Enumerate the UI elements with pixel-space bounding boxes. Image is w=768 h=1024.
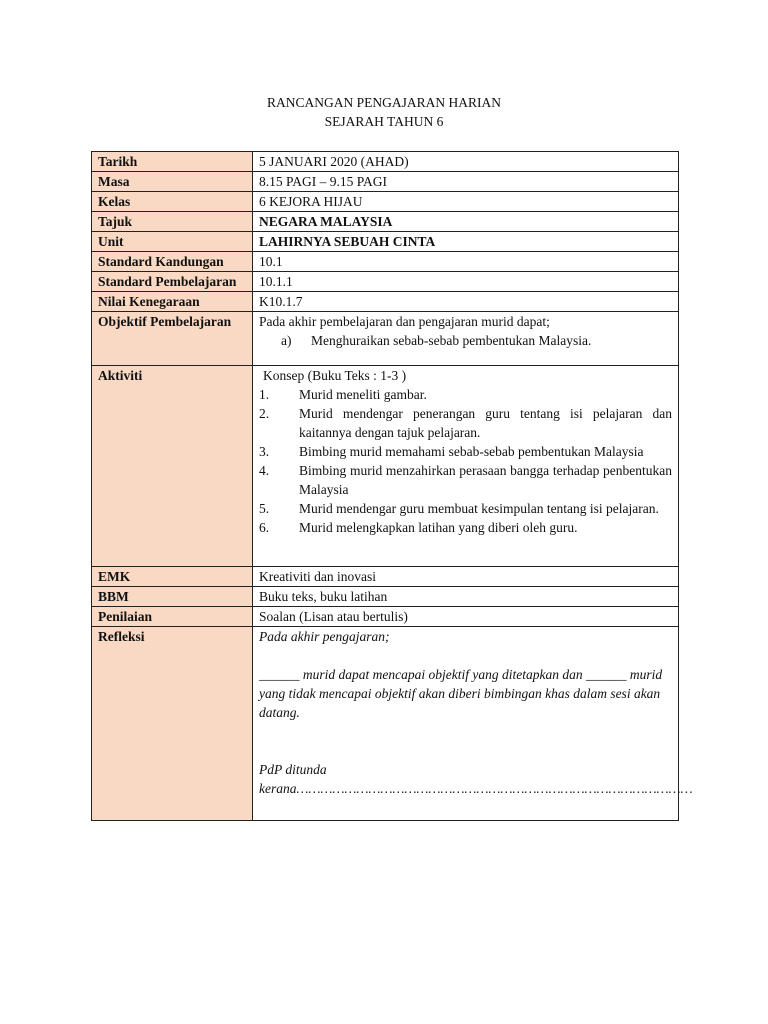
step-text: Murid mendengar guru membuat kesimpulan tentang isi pelajaran. (299, 501, 659, 516)
value-objektif (253, 312, 679, 366)
step-number: 2. (259, 406, 270, 421)
label-masa: Masa (92, 172, 253, 192)
row-standard-kandungan (92, 252, 679, 272)
step-text: Murid meneliti gambar. (299, 387, 427, 402)
aktiviti-step (259, 385, 672, 404)
row-kelas (92, 192, 679, 212)
aktiviti-step (259, 404, 672, 442)
row-emk (92, 567, 679, 587)
row-penilaian (92, 607, 679, 627)
value-tarikh: 5 JANUARI 2020 (AHAD) (253, 152, 679, 172)
label-unit: Unit (92, 232, 253, 252)
step-text: Murid mendengar penerangan guru tentang isi pelajaran dan kaitannya dengan tajuk pelajaran. (299, 406, 672, 440)
label-standard-kandungan: Standard Kandungan (92, 252, 253, 272)
refleksi-line-1: Pada akhir pengajaran; (259, 629, 390, 644)
value-penilaian: Soalan (Lisan atau bertulis) (253, 607, 679, 627)
label-kelas: Kelas (92, 192, 253, 212)
refleksi-line-2: ______ murid dapat mencapai objektif yang ditetapkan dan ______ murid yang tidak mencapai objektif akan diberi bimbingan khas dalam sesi akan datang. (259, 667, 663, 720)
label-bbm: BBM (92, 587, 253, 607)
label-tarikh: Tarikh (92, 152, 253, 172)
step-number: 6. (259, 520, 270, 535)
value-bbm: Buku teks, buku latihan (253, 587, 679, 607)
row-unit (92, 232, 679, 252)
objektif-item-marker: a) (281, 333, 292, 348)
label-standard-pembelajaran: Standard Pembelajaran (92, 272, 253, 292)
value-nilai-kenegaraan: K10.1.7 (253, 292, 679, 312)
step-number: 1. (259, 387, 270, 402)
step-number: 4. (259, 463, 270, 478)
document-subtitle: SEJARAH TAHUN 6 (324, 114, 444, 129)
aktiviti-step (259, 442, 672, 461)
label-objektif: Objektif Pembelajaran (92, 312, 253, 366)
value-standard-kandungan: 10.1 (253, 252, 679, 272)
value-standard-pembelajaran: 10.1.1 (253, 272, 679, 292)
label-tajuk: Tajuk (92, 212, 253, 232)
label-refleksi: Refleksi (92, 627, 253, 821)
row-aktiviti (92, 366, 679, 567)
refleksi-line-3: PdP ditunda (259, 762, 327, 777)
value-aktiviti (253, 366, 679, 567)
aktiviti-steps (259, 385, 672, 537)
row-nilai-kenegaraan (92, 292, 679, 312)
document-title: RANCANGAN PENGAJARAN HARIAN (266, 95, 501, 110)
label-emk: EMK (92, 567, 253, 587)
row-tajuk (92, 212, 679, 232)
step-text: Bimbing murid menzahirkan perasaan bangga terhadap penbentukan Malaysia (299, 463, 672, 497)
refleksi-line-4: kerana……………………………………………………………………………………… (259, 781, 693, 796)
value-masa: 8.15 PAGI – 9.15 PAGI (253, 172, 679, 192)
row-masa (92, 172, 679, 192)
objektif-item-text: Menghuraikan sebab-sebab pembentukan Malaysia. (311, 333, 592, 348)
label-penilaian: Penilaian (92, 607, 253, 627)
step-number: 5. (259, 501, 270, 516)
value-kelas: 6 KEJORA HIJAU (253, 192, 679, 212)
label-aktiviti: Aktiviti (92, 366, 253, 567)
aktiviti-heading: Konsep (Buku Teks : 1-3 ) (263, 368, 407, 383)
lesson-plan-table (91, 151, 693, 821)
step-number: 3. (259, 444, 270, 459)
aktiviti-step (259, 499, 672, 518)
label-nilai-kenegaraan: Nilai Kenegaraan (92, 292, 253, 312)
value-tajuk: NEGARA MALAYSIA (253, 212, 679, 232)
value-unit: LAHIRNYA SEBUAH CINTA (253, 232, 679, 252)
step-text: Murid melengkapkan latihan yang diberi oleh guru. (299, 520, 578, 535)
row-standard-pembelajaran (92, 272, 679, 292)
row-refleksi (92, 627, 679, 821)
objektif-intro: Pada akhir pembelajaran dan pengajaran murid dapat; (259, 314, 550, 329)
value-emk: Kreativiti dan inovasi (253, 567, 679, 587)
step-text: Bimbing murid memahami sebab-sebab pembentukan Malaysia (299, 444, 644, 459)
row-bbm (92, 587, 679, 607)
row-objektif (92, 312, 679, 366)
value-refleksi (253, 627, 693, 821)
aktiviti-step (259, 461, 672, 499)
aktiviti-step (259, 518, 672, 537)
objektif-item (259, 331, 672, 350)
row-tarikh (92, 152, 679, 172)
